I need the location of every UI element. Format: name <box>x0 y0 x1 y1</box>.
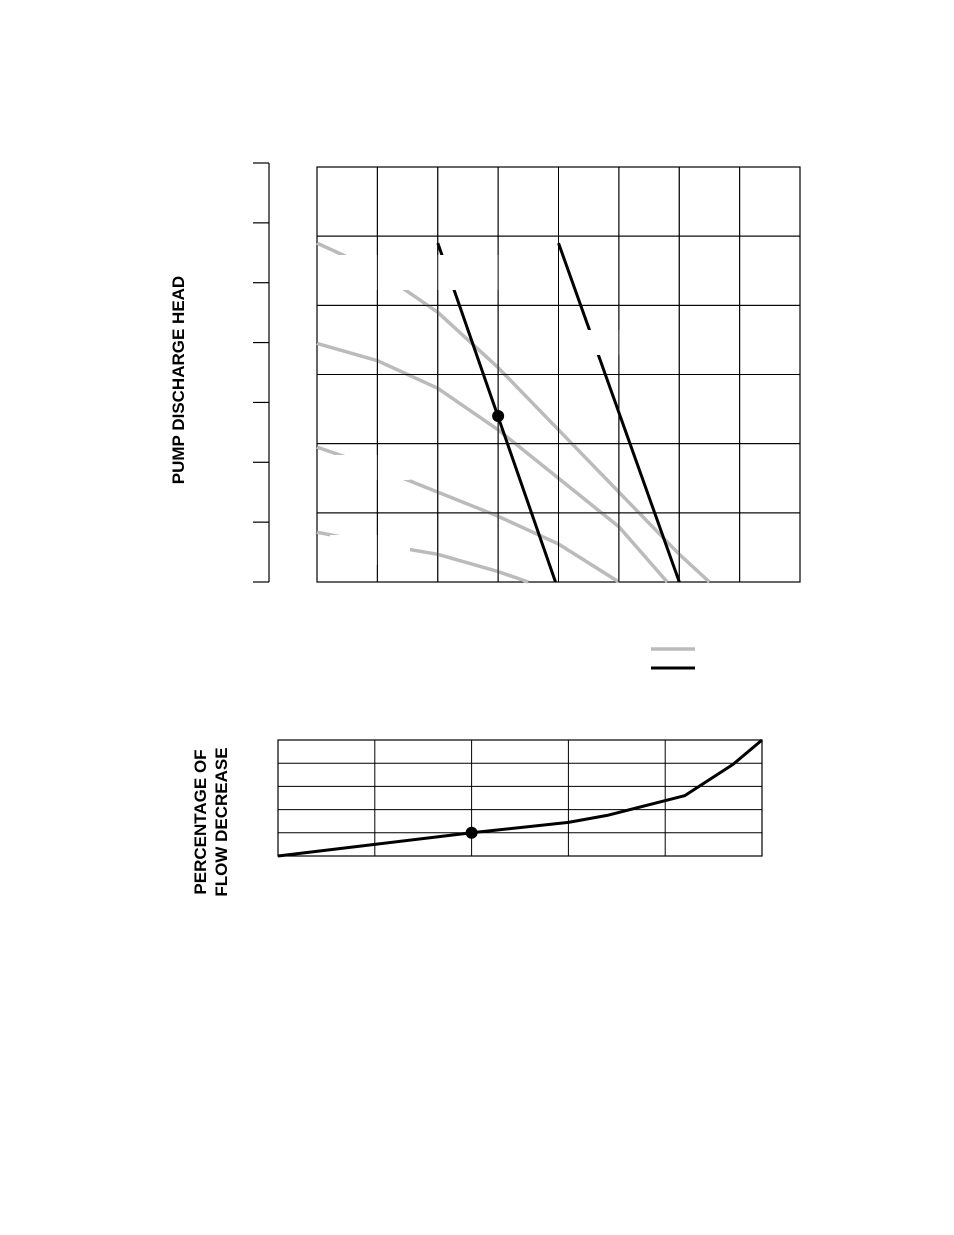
top-chart-left-axis <box>253 163 269 582</box>
pump-performance-chart <box>317 167 800 582</box>
pump-curve-1 <box>317 243 709 582</box>
chart-legend <box>651 649 695 668</box>
operating-point-marker <box>466 827 478 839</box>
plot-frame <box>278 740 762 856</box>
bottom-y-axis-label-line1: PERCENTAGE OF <box>191 749 210 895</box>
bottom-y-axis-label-line2: FLOW DECREASE <box>212 747 231 897</box>
decrease-curve-1 <box>278 740 762 856</box>
curve-label-gap <box>330 270 500 290</box>
curve-label-gap <box>330 535 410 565</box>
flow-decrease-chart <box>278 740 762 856</box>
top-y-axis-label: PUMP DISCHARGE HEAD <box>169 275 188 485</box>
curve-label-gap <box>330 455 410 480</box>
